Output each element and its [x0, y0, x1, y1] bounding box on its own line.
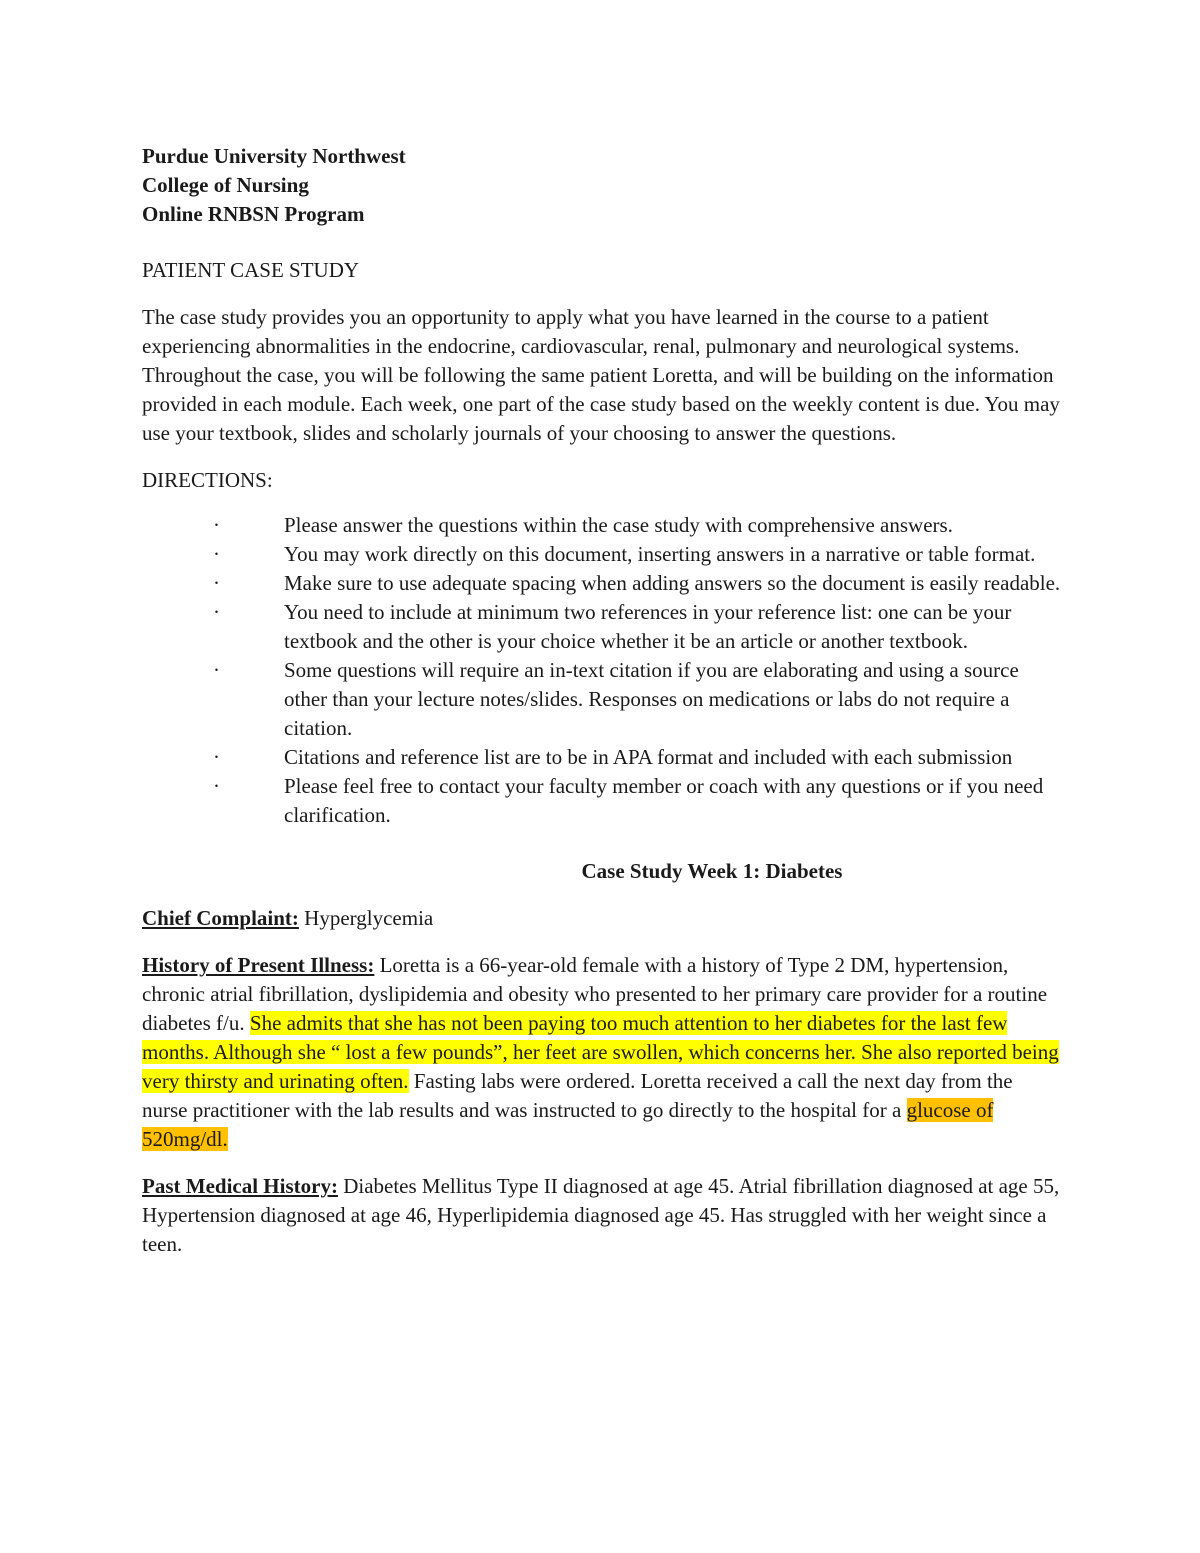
bullet-icon: ·	[213, 774, 220, 798]
list-item: · Some questions will require an in-text citation if you are elaborating and using a source other than your lecture notes/slides. Responses on medications or labs do not require a citation.	[213, 658, 1019, 740]
pmh-text: Diabetes Mellitus Type II diagnosed at age 45. Atrial fibrillation diagnosed at age 55, Hypertension diagnosed at age 46, Hyperlipidemia diagnosed age 45. Has struggled with her weight since a teen.	[142, 1174, 1060, 1256]
hpi-highlight-orange: glucose of 520mg/dl.	[142, 1098, 994, 1151]
chief-complaint-label: Chief Complaint:	[142, 906, 299, 930]
bullet-icon: ·	[213, 571, 220, 595]
college-name: College of Nursing	[142, 173, 309, 197]
chief-complaint-text: Hyperglycemia	[298, 906, 434, 930]
list-item: · You may work directly on this document, inserting answers in a narrative or table format.	[213, 540, 1062, 569]
hpi-text-1: Loretta is a 66-year-old female with a history of Type 2 DM, hypertension, chronic atrial fibrillation, dyslipidemia and obesity who presented to her primary care provider for a routine diabetes f/u.	[142, 953, 1048, 1035]
case-study-heading: PATIENT CASE STUDY	[142, 258, 360, 282]
list-item: · Citations and reference list are to be in APA format and included with each submission	[213, 743, 1062, 772]
case-study-title: Case Study Week 1: Diabetes	[581, 859, 843, 883]
program-name: Online RNBSN Program	[142, 202, 365, 226]
document-body	[142, 142, 1062, 1259]
hpi-text-2: Fasting labs were ordered. Loretta received a call the next day from the nurse practitioner with the lab results and was instructed to go directly to the hospital for a	[142, 1069, 1013, 1122]
bullet-icon: ·	[213, 513, 220, 537]
directions-list	[142, 511, 1062, 830]
directions-heading: DIRECTIONS:	[142, 468, 273, 492]
pmh-label: Past Medical History:	[142, 1174, 338, 1198]
list-item: · Please answer the questions within the case study with comprehensive answers.	[213, 511, 1062, 540]
bullet-icon: ·	[213, 745, 220, 769]
past-medical-history	[142, 1172, 1062, 1259]
bullet-icon: ·	[213, 658, 220, 682]
list-item: · Please feel free to contact your faculty member or coach with any questions or if you need clarification.	[213, 774, 1044, 827]
hpi-highlight-yellow: She admits that she has not been paying too much attention to her diabetes for the last few months. Although she “ lost a few pounds”, her feet are swollen, which concerns her. She also reported being very thirsty and urinating often.	[142, 1011, 1059, 1093]
bullet-icon: ·	[213, 600, 220, 624]
hpi-label: History of Present Illness:	[142, 953, 375, 977]
list-item: · You need to include at minimum two references in your reference list: one can be your textbook and the other is your choice whether it be an article or another textbook.	[213, 600, 1012, 653]
intro-paragraph: The case study provides you an opportunity to apply what you have learned in the course to a patient experiencing abnormalities in the endocrine, cardiovascular, renal, pulmonary and neurological systems. Throughout the case, you will be following the same patient Loretta, and will be building on the information provided in each module. Each week, one part of the case study based on the weekly content is due. You may use your textbook, slides and scholarly journals of your choosing to answer the questions.	[142, 305, 1060, 445]
history-present-illness	[142, 951, 1062, 1154]
chief-complaint	[142, 904, 1062, 933]
list-item: · Make sure to use adequate spacing when adding answers so the document is easily readable.	[213, 569, 1062, 598]
university-name: Purdue University Northwest	[142, 144, 406, 168]
bullet-icon: ·	[213, 542, 220, 566]
